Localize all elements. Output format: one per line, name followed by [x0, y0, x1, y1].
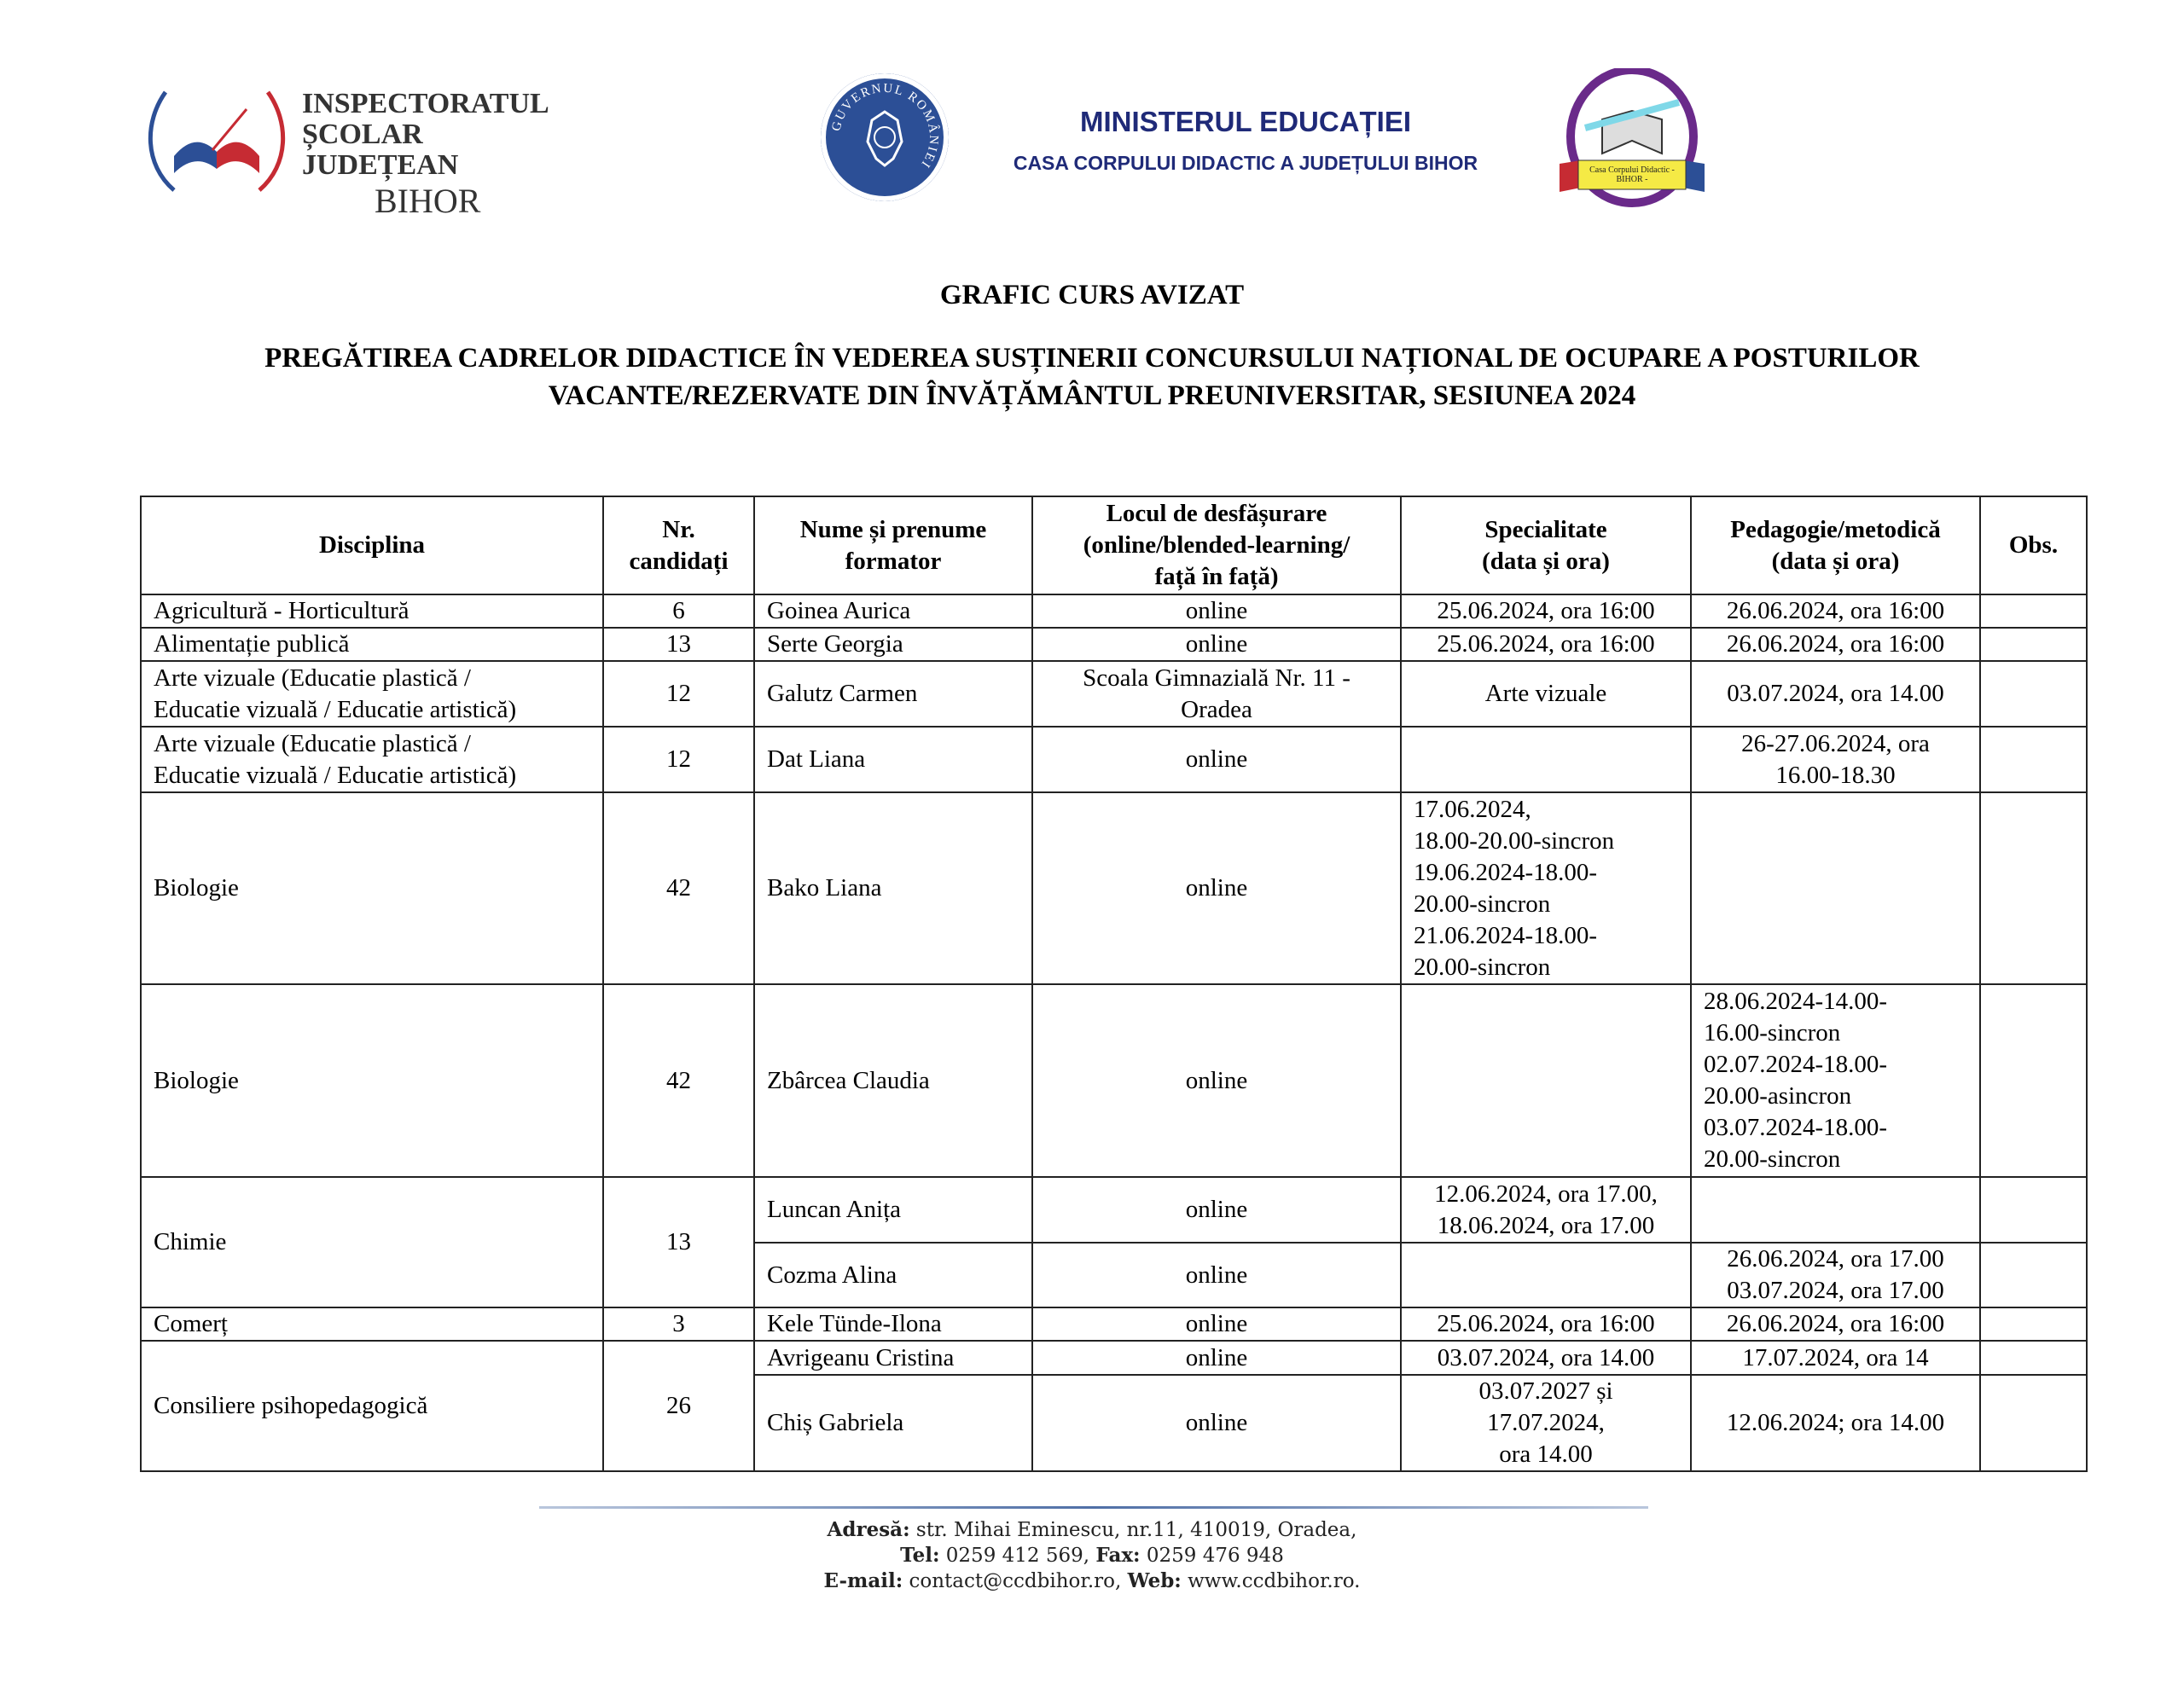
- cell-specialitate: 03.07.2027 și 17.07.2024, ora 14.00: [1401, 1375, 1691, 1471]
- isj-bihor-logo: [140, 84, 584, 220]
- cell-specialitate: 25.06.2024, ora 16:00: [1401, 628, 1691, 661]
- tel-value: 0259 412 569,: [939, 1545, 1096, 1567]
- cell-disciplina: Agricultură - Horticultură: [141, 594, 603, 628]
- table-row: [141, 628, 2087, 661]
- cell-specialitate: [1401, 984, 1691, 1177]
- table-row: [141, 1341, 2087, 1375]
- cell-locul-desfasurare: online: [1032, 1307, 1401, 1341]
- table-row: [141, 661, 2087, 727]
- header-pedagogie-metodica: Pedagogie/metodică (data și ora): [1691, 496, 1980, 594]
- footer-address: [0, 1518, 2184, 1541]
- cell-obs: [1980, 1307, 2087, 1341]
- cell-disciplina: Arte vizuale (Educatie plastică / Educatie vizuală / Educatie artistică): [141, 727, 603, 792]
- cell-formator: Bako Liana: [754, 792, 1032, 984]
- cell-nr-candidati: 12: [603, 661, 754, 727]
- cell-nr-candidati: 13: [603, 1177, 754, 1307]
- cell-formator: Galutz Carmen: [754, 661, 1032, 727]
- cell-obs: [1980, 1375, 2087, 1471]
- cell-formator: Dat Liana: [754, 727, 1032, 792]
- cell-specialitate: [1401, 1243, 1691, 1307]
- cell-pedagogie: 26.06.2024, ora 16:00: [1691, 1307, 1980, 1341]
- cell-obs: [1980, 984, 2087, 1177]
- cell-disciplina: Biologie: [141, 984, 603, 1177]
- cell-pedagogie: 28.06.2024-14.00- 16.00-sincron 02.07.2024-18.00- 20.00-asincron 03.07.2024-18.00- 20.00-sincron: [1691, 984, 1980, 1177]
- cell-specialitate: 12.06.2024, ora 17.00, 18.06.2024, ora 17.00: [1401, 1177, 1691, 1243]
- cell-obs: [1980, 628, 2087, 661]
- table-row: [141, 594, 2087, 628]
- subtitle-line-1: PREGĂTIREA CADRELOR DIDACTICE ÎN VEDEREA SUSȚINERII CONCURSULUI NAȚIONAL DE OCUPARE A POSTURILOR: [264, 343, 1920, 374]
- subtitle-line-2: VACANTE/REZERVATE DIN ÎNVĂȚĂMÂNTUL PREUNIVERSITAR, SESIUNEA 2024: [548, 380, 1636, 411]
- cell-locul-desfasurare: online: [1032, 1341, 1401, 1375]
- cell-nr-candidati: 6: [603, 594, 754, 628]
- document-subtitle: [0, 339, 2184, 415]
- cell-formator: Cozma Alina: [754, 1243, 1032, 1307]
- header-locul-desfasurare: Locul de desfășurare (online/blended-learning/ față în față): [1032, 496, 1401, 594]
- isj-line2: ȘCOLAR JUDEȚEAN: [302, 119, 459, 181]
- cell-pedagogie: 12.06.2024; ora 14.00: [1691, 1375, 1980, 1471]
- cell-formator: Kele Tünde-Ilona: [754, 1307, 1032, 1341]
- isj-line3: BIHOR: [375, 182, 481, 220]
- cell-nr-candidati: 42: [603, 792, 754, 984]
- cell-locul-desfasurare: online: [1032, 1375, 1401, 1471]
- cell-nr-candidati: 12: [603, 727, 754, 792]
- cell-specialitate: Arte vizuale: [1401, 661, 1691, 727]
- cell-specialitate: 17.06.2024, 18.00-20.00-sincron 19.06.2024-18.00- 20.00-sincron 21.06.2024-18.00- 20.00-sincron: [1401, 792, 1691, 984]
- isj-line1: INSPECTORATUL: [302, 88, 549, 119]
- cell-nr-candidati: 42: [603, 984, 754, 1177]
- cell-locul-desfasurare: online: [1032, 628, 1401, 661]
- cell-obs: [1980, 727, 2087, 792]
- government-seal-logo: [821, 73, 949, 201]
- footer-phone: [0, 1544, 2184, 1567]
- eagle-crest-icon: [821, 73, 949, 201]
- cell-disciplina: Arte vizuale (Educatie plastică / Educatie vizuală / Educatie artistică): [141, 661, 603, 727]
- ccd-logo-text: Casa Corpului Didactic - BIHOR -: [1589, 165, 1675, 184]
- header-specialitate: Specialitate (data și ora): [1401, 496, 1691, 594]
- cell-obs: [1980, 594, 2087, 628]
- cell-disciplina: Chimie: [141, 1177, 603, 1307]
- cell-formator: Chiș Gabriela: [754, 1375, 1032, 1471]
- cell-locul-desfasurare: online: [1032, 1243, 1401, 1307]
- cell-nr-candidati: 13: [603, 628, 754, 661]
- cell-specialitate: 03.07.2024, ora 14.00: [1401, 1341, 1691, 1375]
- fax-value: 0259 476 948: [1140, 1545, 1284, 1567]
- cell-pedagogie: 03.07.2024, ora 14.00: [1691, 661, 1980, 727]
- table-row: [141, 792, 2087, 984]
- isj-logo-text: [302, 88, 584, 220]
- cell-locul-desfasurare: Scoala Gimnazială Nr. 11 - Oradea: [1032, 661, 1401, 727]
- cell-locul-desfasurare: online: [1032, 1177, 1401, 1243]
- table-row: [141, 984, 2087, 1177]
- email-value[interactable]: contact@ccdbihor.ro,: [903, 1570, 1128, 1592]
- cell-specialitate: 25.06.2024, ora 16:00: [1401, 1307, 1691, 1341]
- course-schedule-table: [140, 496, 2088, 1472]
- web-value[interactable]: www.ccdbihor.ro.: [1181, 1570, 1361, 1592]
- cell-formator: Luncan Anița: [754, 1177, 1032, 1243]
- cell-obs: [1980, 792, 2087, 984]
- header-disciplina: Disciplina: [141, 496, 603, 594]
- cell-obs: [1980, 1341, 2087, 1375]
- web-label: Web:: [1127, 1569, 1182, 1592]
- cell-specialitate: 25.06.2024, ora 16:00: [1401, 594, 1691, 628]
- table-row: [141, 1177, 2087, 1243]
- cell-disciplina: Comerț: [141, 1307, 603, 1341]
- address-label: Adresă:: [827, 1518, 910, 1541]
- header-nr-candidati: Nr. candidați: [603, 496, 754, 594]
- open-book-laurel-icon: [140, 84, 293, 199]
- address-value: str. Mihai Eminescu, nr.11, 410019, Oradea,: [909, 1519, 1357, 1541]
- cell-pedagogie: 26-27.06.2024, ora 16.00-18.30: [1691, 727, 1980, 792]
- cell-pedagogie: 26.06.2024, ora 17.00 03.07.2024, ora 17.00: [1691, 1243, 1980, 1307]
- cell-pedagogie: 26.06.2024, ora 16:00: [1691, 594, 1980, 628]
- document-title: GRAFIC CURS AVIZAT: [939, 280, 1245, 310]
- table-row: [141, 1307, 2087, 1341]
- ministry-name: MINISTERUL EDUCAȚIEI: [1079, 106, 1412, 137]
- cell-locul-desfasurare: online: [1032, 984, 1401, 1177]
- cell-pedagogie: [1691, 792, 1980, 984]
- cell-locul-desfasurare: online: [1032, 792, 1401, 984]
- tel-label: Tel:: [900, 1544, 940, 1567]
- fax-label: Fax:: [1095, 1544, 1141, 1567]
- ccd-bihor-logo: [1560, 68, 1705, 213]
- cell-pedagogie: [1691, 1177, 1980, 1243]
- cell-pedagogie: 17.07.2024, ora 14: [1691, 1341, 1980, 1375]
- cell-formator: Goinea Aurica: [754, 594, 1032, 628]
- book-quill-emblem-icon: [1560, 68, 1705, 213]
- cell-obs: [1980, 661, 2087, 727]
- cell-formator: Avrigeanu Cristina: [754, 1341, 1032, 1375]
- cell-pedagogie: 26.06.2024, ora 16:00: [1691, 628, 1980, 661]
- cell-disciplina: Consiliere psihopedagogică: [141, 1341, 603, 1471]
- cell-locul-desfasurare: online: [1032, 594, 1401, 628]
- email-label: E-mail:: [823, 1569, 903, 1592]
- header-obs: Obs.: [1980, 496, 2087, 594]
- cell-specialitate: [1401, 727, 1691, 792]
- table-row: [141, 727, 2087, 792]
- cell-nr-candidati: 3: [603, 1307, 754, 1341]
- gov-seal-text-path: GUVERNUL ROMÂNIEI: [829, 81, 941, 171]
- cell-disciplina: Biologie: [141, 792, 603, 984]
- footer-contact: [0, 1569, 2184, 1592]
- cell-obs: [1980, 1243, 2087, 1307]
- header-formator: Nume și prenume formator: [754, 496, 1032, 594]
- footer-divider: [539, 1506, 1648, 1509]
- cell-formator: Zbârcea Claudia: [754, 984, 1032, 1177]
- cell-nr-candidati: 26: [603, 1341, 754, 1471]
- cell-obs: [1980, 1177, 2087, 1243]
- cell-formator: Serte Georgia: [754, 628, 1032, 661]
- cell-disciplina: Alimentație publică: [141, 628, 603, 661]
- table-header-row: [141, 496, 2087, 594]
- cell-locul-desfasurare: online: [1032, 727, 1401, 792]
- ccd-name: CASA CORPULUI DIDACTIC A JUDEȚULUI BIHOR: [1013, 152, 1478, 174]
